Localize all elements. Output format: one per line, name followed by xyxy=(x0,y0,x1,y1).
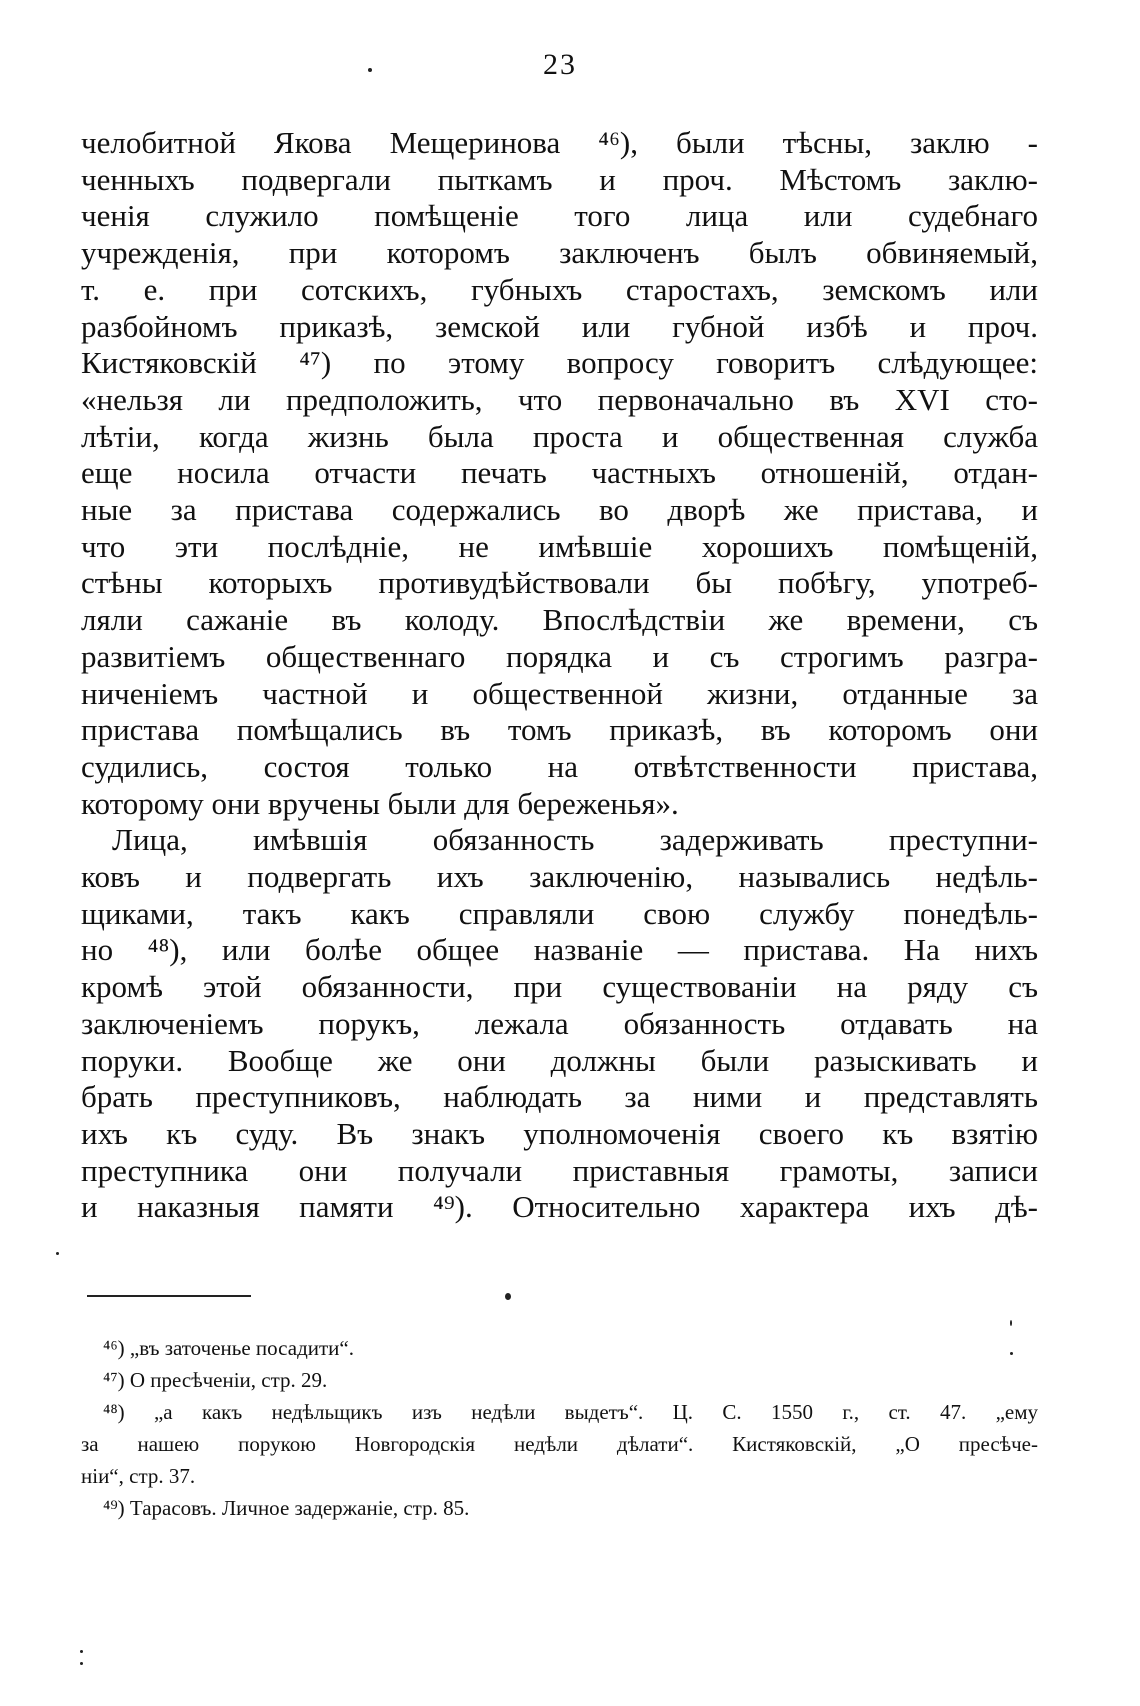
text-line: судились, состоя только на отвѣтственности пристава, xyxy=(81,748,1038,784)
text-line: учрежденія, при которомъ заключенъ былъ обвиняемый, xyxy=(81,235,1038,271)
footnote-line: ⁴⁷) О пресѣченіи, стр. 29. xyxy=(103,1368,328,1392)
scan-speck xyxy=(56,1252,59,1255)
text-line: щиками, такъ какъ справляли свою службу понедѣль- xyxy=(81,895,1038,931)
text-line: и наказныя памяти ⁴⁹). Относительно характера ихъ дѣ- xyxy=(81,1189,1038,1225)
text-line: брать преступниковъ, наблюдать за ними и представлять xyxy=(81,1079,1038,1115)
text-line: которому они вручены были для береженья». xyxy=(81,785,679,821)
text-line: преступника они получали приставныя грамоты, записи xyxy=(81,1152,1038,1188)
page-number: 23 xyxy=(543,48,577,81)
scan-speck xyxy=(80,1662,83,1665)
text-line: кромѣ этой обязанности, при существованіи на ряду съ xyxy=(81,969,1038,1005)
text-line: челобитной Якова Мещеринова ⁴⁶), были тѣсны, заклю - xyxy=(81,125,1038,160)
text-line: поруки. Вообще же они должны были разыскивать и xyxy=(81,1042,1038,1078)
text-line: Лица, имѣвшія обязанность задерживать преступни- xyxy=(112,822,1038,858)
text-line: «нельзя ли предположить, что первоначально въ XVI сто- xyxy=(81,381,1038,417)
text-line: что эти послѣдніе, не имѣвшіе хорошихъ помѣщеній, xyxy=(81,528,1038,564)
text-line: стѣны которыхъ противудѣйствовали бы побѣгу, употреб- xyxy=(81,565,1038,601)
footnote-line: ⁴⁸) „а какъ недѣльщикъ изъ недѣли выдетъ“. Ц. С. 1550 г., ст. 47. „ему xyxy=(103,1400,1038,1424)
scan-speck xyxy=(368,68,372,72)
scan-speck xyxy=(1010,1352,1013,1355)
text-line: разбойномъ приказѣ, земской или губной избѣ и проч. xyxy=(81,308,1038,344)
text-line: ихъ къ суду. Въ знакъ уполномоченія своего къ взятію xyxy=(81,1115,1038,1151)
text-line: пристава помѣщались въ томъ приказѣ, въ которомъ они xyxy=(81,712,1038,748)
text-line: развитіемъ общественнаго порядка и съ строгимъ разгра- xyxy=(81,638,1038,674)
text-line: лѣтіи, когда жизнь была проста и общественная служба xyxy=(81,418,1038,454)
text-line: ковъ и подвергать ихъ заключенію, назывались недѣль- xyxy=(81,859,1038,894)
text-line: ченныхъ подвергали пыткамъ и проч. Мѣстомъ заклю- xyxy=(81,161,1038,197)
text-line: ные за пристава содержались во дворѣ же пристава, и xyxy=(81,492,1038,527)
text-line: Кистяковскій ⁴⁷) по этому вопросу говоритъ слѣдующее: xyxy=(81,345,1038,381)
text-line: т. е. при сотскихъ, губныхъ старостахъ, земскомъ или xyxy=(81,271,1038,307)
footnote-line: ⁴⁶) „въ заточенье посадити“. xyxy=(103,1336,354,1360)
footnote-line: за нашею порукою Новгородскія недѣли дѣлати“. Кистяковскій, „О пресѣче- xyxy=(81,1432,1038,1456)
text-line: но ⁴⁸), или болѣе общее названіе — пристава. На нихъ xyxy=(81,932,1038,968)
footnote-divider xyxy=(87,1295,251,1297)
text-line: еще носила отчасти печать частныхъ отношеній, отдан- xyxy=(81,455,1038,491)
text-line: заключеніемъ порукъ, лежала обязанность отдавать на xyxy=(81,1005,1038,1041)
text-line: ниченіемъ частной и общественной жизни, отданные за xyxy=(81,675,1038,711)
scan-speck xyxy=(1010,1320,1012,1326)
scan-speck xyxy=(80,1650,83,1653)
footnote-line: ніи“, стр. 37. xyxy=(81,1464,196,1488)
text-line: ченія служило помѣщеніе того лица или судебнаго xyxy=(81,198,1038,234)
footnote-line: ⁴⁹) Тарасовъ. Личное задержаніе, стр. 85. xyxy=(103,1496,470,1520)
text-line: ляли сажаніе въ колоду. Впослѣдствіи же времени, съ xyxy=(81,602,1038,638)
scan-speck xyxy=(505,1293,511,1300)
